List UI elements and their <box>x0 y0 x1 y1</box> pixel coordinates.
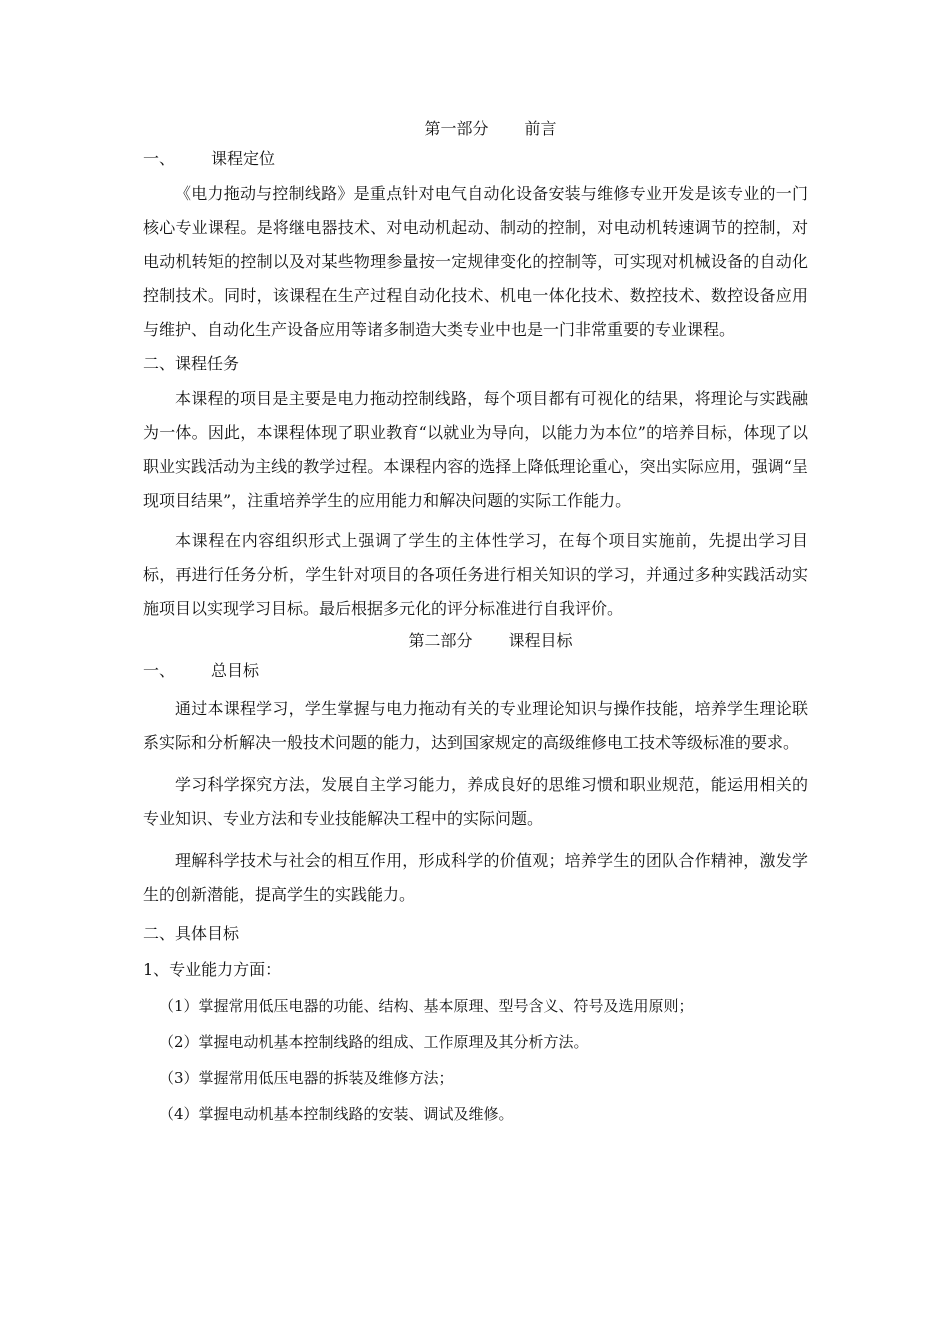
course-task-paragraph-2: 本课程在内容组织形式上强调了学生的主体性学习，在每个项目实施前，先提出学习目标，再进行任务分析，学生针对项目的各项任务进行相关知识的学习，并通过多种实践活动实施项目以实现学习目标。最后根据多元化的评分标准进行自我评价。 <box>143 531 808 618</box>
section-title: 课程定位 <box>211 149 276 168</box>
overall-goal-paragraph-1: 通过本课程学习，学生掌握与电力拖动有关的专业理论知识与操作技能，培养学生理论联系实际和分析解决一般技术问题的能力，达到国家规定的高级维修电工技术等级标准的要求。 <box>143 699 808 752</box>
section-title: 总目标 <box>211 661 260 680</box>
professional-ability-heading: 1、专业能力方面： <box>143 960 282 979</box>
part2-title-text: 课程目标 <box>508 631 573 650</box>
list-item: （3）掌握常用低压电器的拆装及维修方法； <box>159 1069 454 1087</box>
course-position-paragraph: 《电力拖动与控制线路》是重点针对电气自动化设备安装与维修专业开发是该专业的一门核心专业课程。是将继电器技术、对电动机起动、制动的控制，对电动机转速调节的控制，对电动机转矩的控制以及对某些物理参量按一定规律变化的控制等，可实现对机械设备的自动化控制技术。同时，该课程在生产过程自动化技术、机电一体化技术、数控技术、数控设备应用与维护、自动化生产设备应用等诸多制造大类专业中也是一门非常重要的专业课程。 <box>143 184 808 339</box>
section-overall-goal-heading <box>143 656 808 686</box>
overall-goal-paragraph-2: 学习科学探究方法，发展自主学习能力，养成良好的思维习惯和职业规范，能运用相关的专业知识、专业方法和专业技能解决工程中的实际问题。 <box>143 775 808 828</box>
section-course-position-heading <box>143 144 808 174</box>
course-task-paragraph-1: 本课程的项目是主要是电力拖动控制线路，每个项目都有可视化的结果，将理论与实践融为一体。因此，本课程体现了职业教育“以就业为导向，以能力为本位”的培养目标，体现了以职业实践活动为主线的教学过程。本课程内容的选择上降低理论重心，突出实际应用，强调“呈现项目结果”，注重培养学生的应用能力和解决问题的实际工作能力。 <box>143 389 808 510</box>
part1-title-text: 前言 <box>524 119 557 138</box>
section-number: 一、 <box>143 149 176 168</box>
part2-title <box>143 626 808 656</box>
part1-title-label: 第一部分 <box>424 119 489 138</box>
section-specific-goals-heading: 二、具体目标 <box>143 924 240 943</box>
section-number: 一、 <box>143 661 176 680</box>
document-body <box>143 114 808 1132</box>
overall-goal-paragraph-3: 理解科学技术与社会的相互作用，形成科学的价值观；培养学生的团队合作精神，激发学生的创新潜能，提高学生的实践能力。 <box>143 851 808 904</box>
part1-title <box>143 114 808 144</box>
list-item: （1）掌握常用低压电器的功能、结构、基本原理、型号含义、符号及选用原则； <box>159 997 694 1015</box>
list-item: （4）掌握电动机基本控制线路的安装、调试及维修。 <box>159 1105 514 1123</box>
list-item: （2）掌握电动机基本控制线路的组成、工作原理及其分析方法。 <box>159 1033 589 1051</box>
part2-title-label: 第二部分 <box>408 631 473 650</box>
section-course-task-heading: 二、课程任务 <box>143 354 240 373</box>
